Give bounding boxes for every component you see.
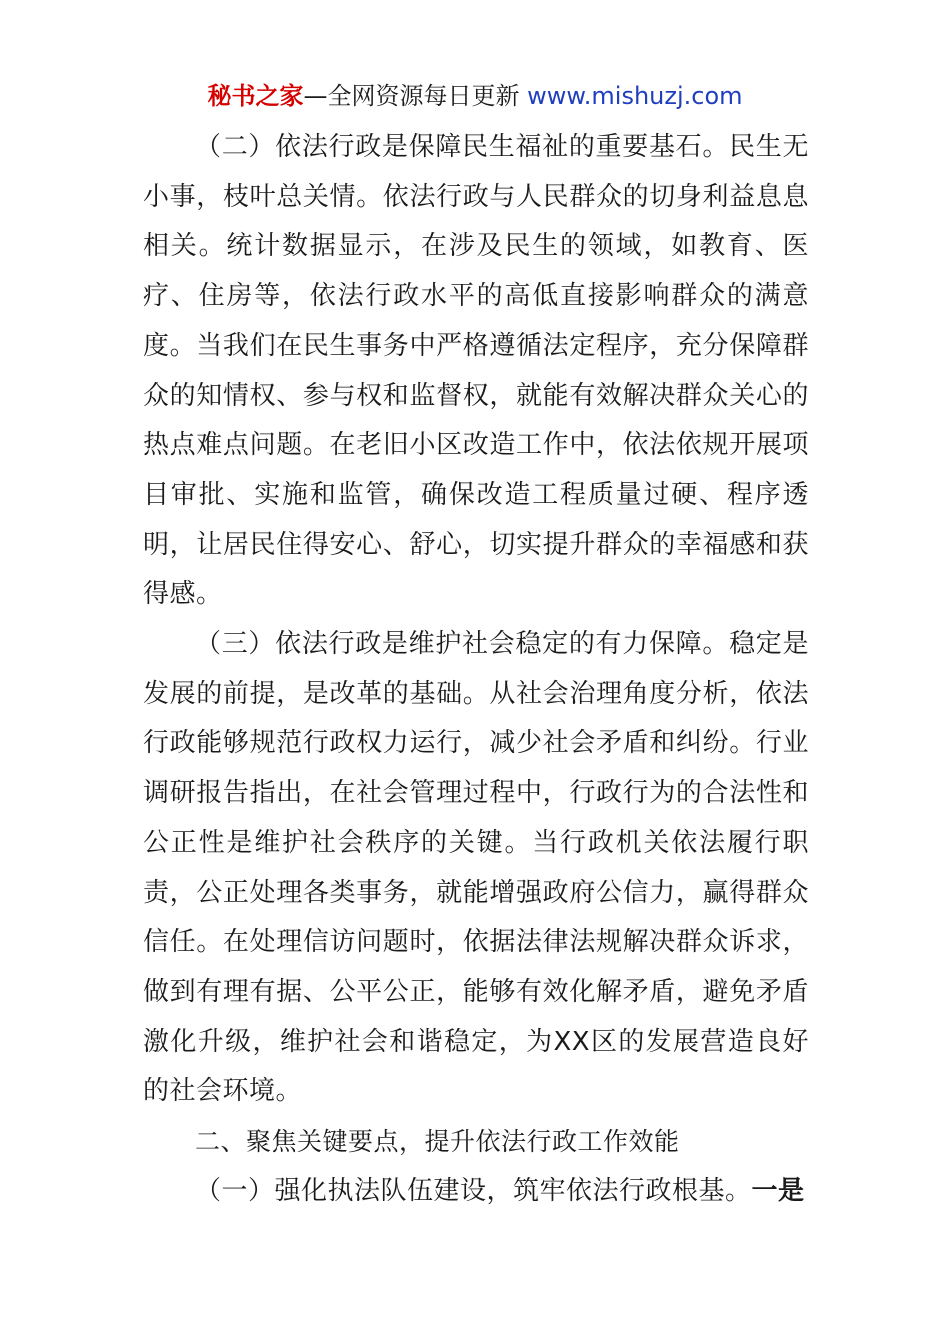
paragraph-enforcement-text: （一）强化执法队伍建设，筑牢依法行政根基。 <box>195 1175 752 1206</box>
header-tagline: —全网资源每日更新 <box>303 82 528 110</box>
site-header <box>0 78 950 114</box>
paragraph-enforcement-bold: 一是 <box>751 1175 805 1206</box>
brand-name: 秘书之家 <box>207 82 304 110</box>
paragraph-stability: （三）依法行政是维护社会稳定的有力保障。稳定是发展的前提，是改革的基础。从社会治理角度分析，依法行政能够规范行政权力运行，减少社会矛盾和纠纷。行业调研报告指出，在社会管理过程中，行政行为的合法性和公正性是维护社会秩序的关键。当行政机关依法履行职责，公正处理各类事务，就能增强政府公信力，赢得群众信任。在处理信访问题时，依据法律法规解决群众诉求，做到有理有据、公平公正，能够有效化解矛盾，避免矛盾激化升级，维护社会和谐稳定，为XX区的发展营造良好的社会环境。 <box>143 629 809 1107</box>
site-url-link[interactable]: www.mishuzj.com <box>527 82 743 110</box>
document-body <box>143 123 809 1216</box>
section-heading: 二、聚焦关键要点，提升依法行政工作效能 <box>195 1127 680 1157</box>
paragraph-enforcement <box>143 1167 809 1217</box>
paragraph-livelihood: （二）依法行政是保障民生福祉的重要基石。民生无小事，枝叶总关情。依法行政与人民群众的切身利益息息相关。统计数据显示，在涉及民生的领域，如教育、医疗、住房等，依法行政水平的高低直接影响群众的满意度。当我们在民生事务中严格遵循法定程序，充分保障群众的知情权、参与权和监督权，就能有效解决群众关心的热点难点问题。在老旧小区改造工作中，依法依规开展项目审批、实施和监管，确保改造工程质量过硬、程序透明，让居民住得安心、舒心，切实提升群众的幸福感和获得感。 <box>143 132 809 610</box>
